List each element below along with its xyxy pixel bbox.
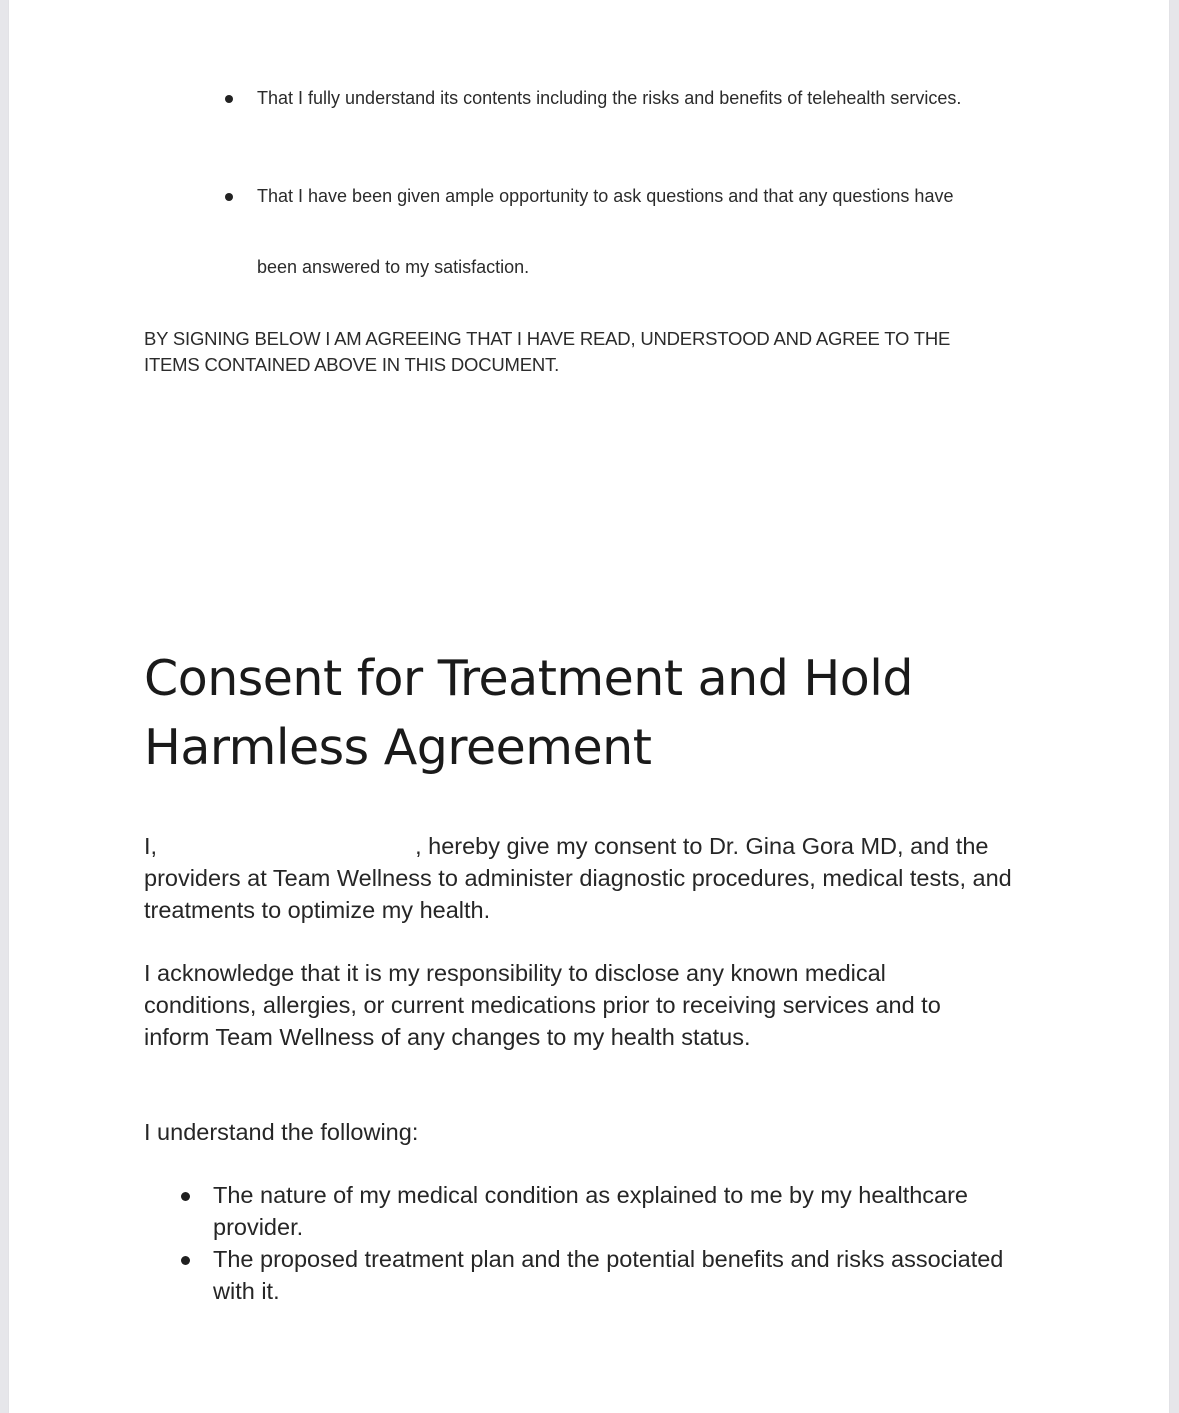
acknowledge-paragraph: I acknowledge that it is my responsibility to disclose any known medical conditions, allergies, or current medications prior to receiving services and to inform Team Wellness of any changes to my health status.: [144, 960, 941, 1050]
section-title-line-2: Harmless Agreement: [144, 719, 652, 776]
list-item-line-1: The nature of my medical condition as explained to me by my healthcare: [213, 1182, 969, 1208]
section-title: [144, 644, 913, 782]
consent-suffix: , hereby give my consent to Dr. Gina Gora MD, and the: [415, 833, 989, 859]
list-item-line-1: The proposed treatment plan and the potential benefits and risks associated: [213, 1246, 1004, 1272]
consent-prefix: I,: [144, 833, 158, 859]
bullet-icon: [181, 1256, 190, 1265]
document-page: [9, 0, 1169, 1413]
section-title-line-1: Consent for Treatment and Hold: [144, 650, 913, 707]
list-item-line-2: provider.: [213, 1214, 304, 1240]
list-item-continuation: been answered to my satisfaction.: [257, 257, 530, 277]
bullet-icon: [225, 193, 233, 201]
understand-intro: I understand the following:: [144, 1119, 419, 1145]
consent-rest: providers at Team Wellness to administer diagnostic procedures, medical tests, and treatments to optimize my health.: [144, 865, 1012, 923]
list-item-text: That I fully understand its contents including the risks and benefits of telehealth services.: [257, 88, 962, 108]
signing-statement: BY SIGNING BELOW I AM AGREEING THAT I HAVE READ, UNDERSTOOD AND AGREE TO THE ITEMS CONTAINED ABOVE IN THIS DOCUMENT.: [144, 328, 951, 375]
consent-paragraph: [144, 830, 1024, 926]
bullet-icon: [181, 1192, 190, 1201]
list-item-line-2: with it.: [213, 1278, 280, 1304]
list-item-text: That I have been given ample opportunity to ask questions and that any questions have: [257, 186, 954, 206]
bullet-icon: [225, 95, 233, 103]
